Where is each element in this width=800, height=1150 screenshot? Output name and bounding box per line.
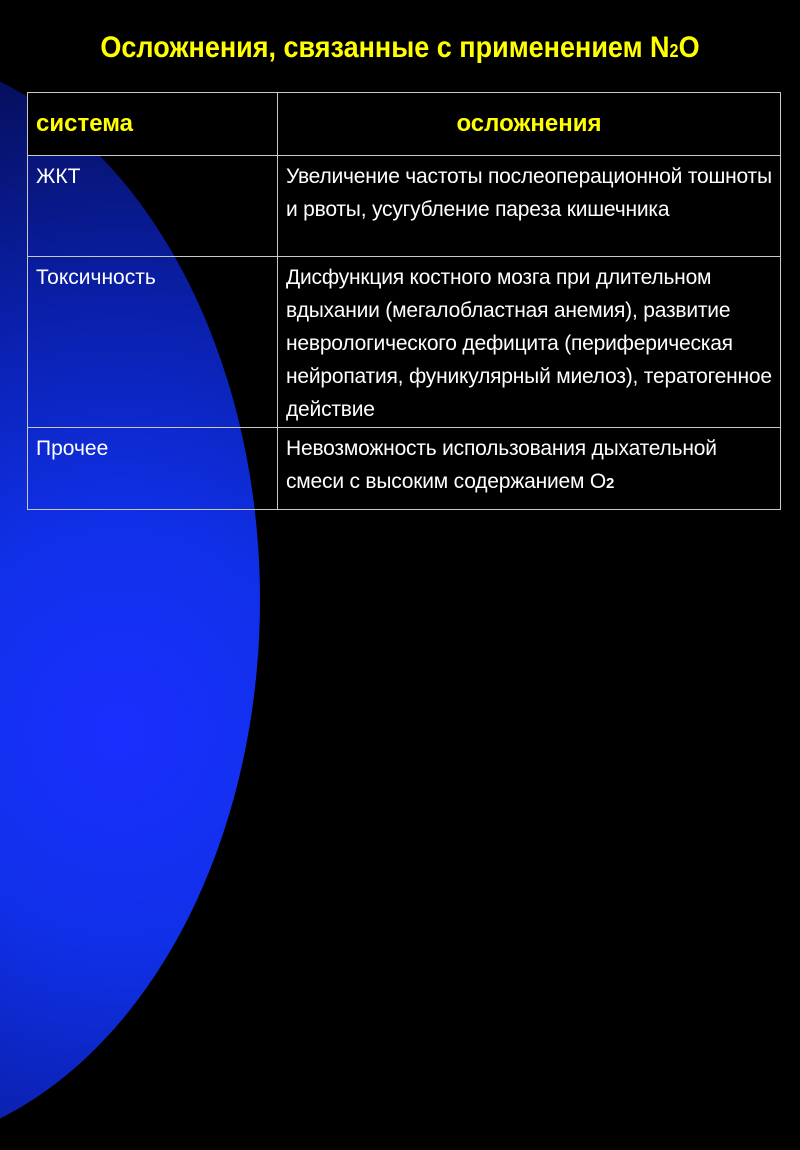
table-row: [28, 428, 781, 510]
table-row: [28, 156, 781, 257]
row-category: Прочее: [28, 428, 278, 510]
row-category: Токсичность: [28, 257, 278, 428]
row-description-subscript: 2: [605, 475, 615, 492]
title-end: O: [678, 31, 700, 64]
table-header-row: [28, 93, 781, 156]
row-description: Увеличение частоты послеоперационной тошноты и рвоты, усугубление пареза кишечника: [278, 156, 781, 257]
row-description: Дисфункция костного мозга при длительном вдыхании (мегалобластная анемия), развитие неврологического дефицита (периферическая нейропатия, фуникулярный миелоз), тератогенное действие: [278, 257, 781, 428]
row-category: ЖКТ: [28, 156, 278, 257]
slide-title: [40, 30, 760, 69]
table-row: [28, 257, 781, 428]
title-text: Осложнения, связанные с применением N: [100, 31, 670, 64]
header-system: система: [28, 93, 278, 156]
header-complications: осложнения: [278, 93, 781, 156]
row-description: Невозможность использования дыхательной смеси с высоким содержанием O: [286, 437, 717, 493]
row-description-cell: [278, 428, 781, 510]
complications-table: [27, 92, 781, 510]
title-subscript: 2: [669, 41, 679, 61]
